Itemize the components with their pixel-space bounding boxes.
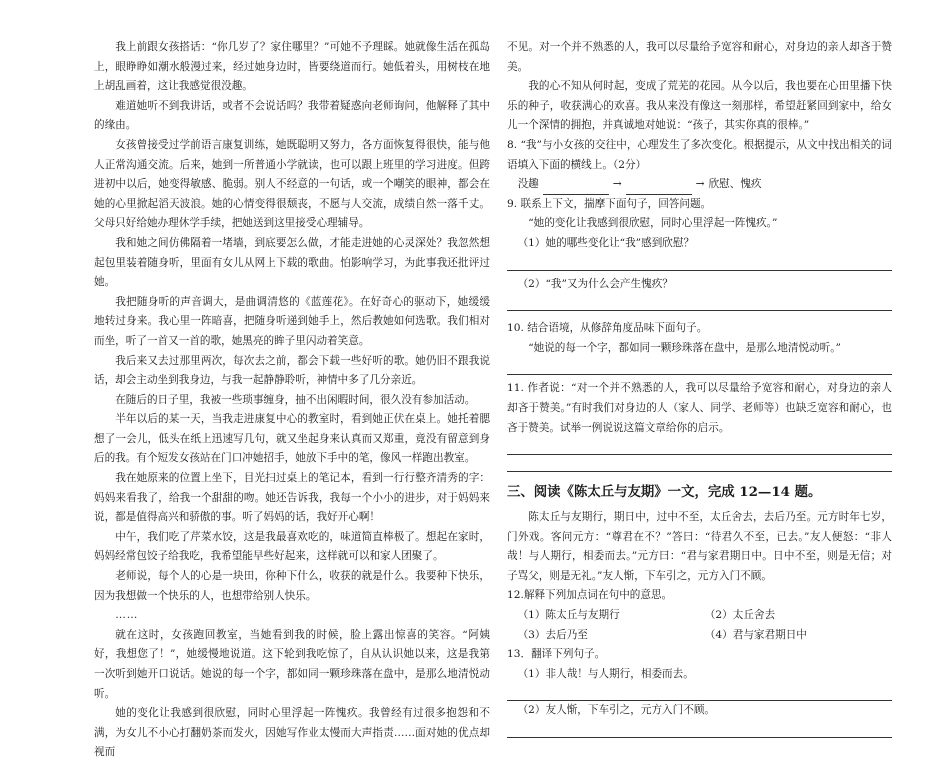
- options-row: [507, 606, 892, 626]
- left-column: [94, 38, 490, 763]
- story-paragraph: 半年以后的某一天，当我走进康复中心的教室时，看到她正伏在桌上。她托着腮想了一会儿，低头在纸上迅速写几句，就又坐起身来认真而又郑重，竟没有留意到身后的我。有个短发女孩站在门口冲她招手，她放下手中的笔，像风一样跑出教室。: [94, 413, 490, 465]
- story-paragraph: 我上前跟女孩搭话：“你几岁了？家住哪里？”可她不予理睬。她就像生活在孤岛上，眼睁睁如潮水般漫过来，经过她身边时，皆要绕道而行。她低着头，用树枝在地上胡乱画着，这让我感觉很没趣。: [94, 41, 490, 93]
- arrow-icon: →: [695, 178, 705, 191]
- question-9: 9. 联系上下文，揣摩下面句子，回答问题。: [507, 197, 712, 210]
- story-paragraph: 我的心不知从何时起，变成了荒芜的花园。从今以后，我也要在心田里播下快乐的种子，收获满心的欢喜。我从来没有像这一刻那样，希望赶紧回到家中，给女儿一个深情的拥抱，并真诚地对她说：“孩子，其实你真的很棒。”: [507, 80, 892, 132]
- story-paragraph: 就在这时，女孩跑回教室，当她看到我的时候，脸上露出惊喜的笑容。“阿姨好，我想您了！”，她缓慢地说道。这下轮到我吃惊了，自从认识她以来，这是我第一次听到她开口说话。她说的每一个字，都如同一颗珍珠落在盘中，是那么地清悦动听。: [94, 628, 490, 700]
- story-paragraph: 难道她听不到我讲话，或者不会说话吗？我带着疑惑向老师询问，他解释了其中的缘由。: [94, 99, 490, 132]
- arrow-icon: →: [612, 178, 622, 191]
- story-paragraph: 中午，我们吃了芹菜水饺，这是我最喜欢吃的，味道简直棒极了。想起在家时，妈妈经常包饺子给我吃，我希望能早些好起来，这样就可以和家人团聚了。: [94, 530, 490, 563]
- sub-question: （1）非人哉！与人期行，相委而去。: [517, 667, 694, 680]
- option-item: （2）太丘舍去: [704, 609, 776, 622]
- answer-line[interactable]: [507, 440, 892, 455]
- question-12: 12.解释下列加点词在句中的意思。: [507, 589, 673, 602]
- story-paragraph: 老师说，每个人的心是一块田，你种下什么，收获的就是什么。我要种下快乐，因为我想做一个快乐的人，也想带给别人快乐。: [94, 570, 490, 602]
- sub-question: （2）“我”又为什么会产生愧疚？: [517, 277, 673, 290]
- sub-question: （2）友人惭，下车引之，元方入门不顾。: [517, 704, 716, 717]
- emotion-flow: [507, 175, 892, 195]
- flow-end: 欣慰、愧疚: [708, 178, 762, 191]
- story-paragraph: 我把随身听的声音调大，是曲调清悠的《蓝莲花》。在好奇心的驱动下，她缓缓地转过身来。我心里一阵暗喜，把随身听递到她手上，然后教她如何选歌。我们相对而坐，听了一首又一首的歌，她黑亮的眸子里闪动着笑意。: [94, 295, 490, 347]
- quote-text: “她的变化让我感到很欣慰，同时心里浮起一阵愧疚。”: [528, 217, 778, 230]
- story-paragraph: 在随后的日子里，我被一些琐事缠身，抽不出闲暇时间，很久没有参加活动。: [115, 393, 476, 406]
- answer-line[interactable]: [507, 457, 892, 472]
- story-paragraph: 我在她原来的位置上坐下，目光扫过桌上的笔记本，看到一行行整齐清秀的字：妈妈来看我了，给我一个甜甜的吻。她还告诉我，我每一个小小的进步，对于妈妈来说，都是值得高兴和骄傲的事。听了妈妈的话，我好开心啊！: [94, 472, 490, 524]
- story-paragraph: 她的变化让我感到很欣慰，同时心里浮起一阵愧疚。我曾经有过很多抱怨和不满，为女儿不小心打翻奶茶而发火，因她写作业太慢而大声指责……面对她的优点却视而: [94, 707, 490, 759]
- options-row: [507, 626, 892, 646]
- option-item: （4）君与家君期日中: [704, 628, 807, 641]
- answer-line[interactable]: [507, 296, 892, 311]
- flow-start: 没趣: [517, 178, 539, 191]
- story-paragraph: 女孩曾接受过学前语言康复训练，她既聪明又努力，各方面恢复得很快，能与他人正常沟通交流。后来，她到一所普通小学就读，也可以跟上班里的学习进度。但跨进初中以后，她变得敏感、脆弱。别人不经意的一句话，或一个嘲笑的眼神，都会在她的心里掀起滔天波浪。她的心情变得很颓丧，不愿与人交流，成绩自然一落千丈。父母只好给她办理休学手续，把她送到这里接受心理辅导。: [94, 138, 490, 230]
- sub-question: （1）她的哪些变化让“我”感到欣慰？: [517, 236, 695, 249]
- answer-line[interactable]: [507, 256, 892, 271]
- question-10: 10. 结合语境，从修辞角度品味下面句子。: [507, 322, 708, 335]
- classical-passage: 陈太丘与友期行，期日中，过中不至，太丘舍去，去后乃至。元方时年七岁，门外戏。客问元方：“尊君在不？”答曰：“待君久不至，已去。”友人便怒：“非人哉！与人期行，相委而去。”元方曰：“君与家君期日中。日中不至，则是无信；对子骂父，则是无礼。”友人惭，下车引之，元方入门不顾。: [507, 511, 892, 582]
- answer-line[interactable]: [507, 360, 892, 375]
- answer-blank-1[interactable]: [543, 182, 609, 195]
- question-8: 8. “我”与小女孩的交往中，心理发生了多次变化。根据提示，从文中找出相关的词语填入下面的横线上。（2分）: [507, 138, 892, 171]
- right-column: [507, 38, 892, 738]
- answer-line[interactable]: [507, 686, 892, 701]
- option-item: （3）去后乃至: [517, 628, 588, 641]
- story-paragraph: 我和她之间仿佛隔着一堵墙，到底要怎么做，才能走进她的心灵深处？我忽然想起包里装着随身听，里面有女儿从网上下载的歌曲。怕影响学习，为此事我还批评过她。: [94, 236, 490, 289]
- option-item: （1）陈太丘与友期行: [517, 609, 620, 622]
- quote-text: “她说的每一个字，都如同一颗珍珠落在盘中，是那么地清悦动听。”: [528, 341, 841, 354]
- story-continuation: 不见。对一个并不熟悉的人，我可以尽量给予宽容和耐心，对身边的亲人却吝于赞美。: [507, 41, 892, 73]
- story-paragraph: 我后来又去过那里两次，每次去之前，都会下载一些好听的歌。她仍旧不跟我说话，却会主动坐到我身边，与我一起静静聆听，神情中多了几分亲近。: [94, 354, 490, 387]
- answer-line[interactable]: [507, 723, 892, 738]
- question-13: 13．翻译下列句子。: [507, 648, 606, 661]
- answer-blank-2[interactable]: [626, 182, 692, 195]
- ellipsis-line: ……: [115, 609, 139, 622]
- question-11: 11. 作者说：“对一个并不熟悉的人，我可以尽量给予宽容和耐心，对身边的亲人却吝于赞美。”有时我们对身边的人（家人、同学、老师等）也缺乏宽容和耐心，也吝于赞美。试举一例说说这篇文章给你的启示。: [507, 382, 892, 434]
- section-title: 三、阅读《陈太丘与友期》一文，完成 12—14 题。: [507, 484, 822, 501]
